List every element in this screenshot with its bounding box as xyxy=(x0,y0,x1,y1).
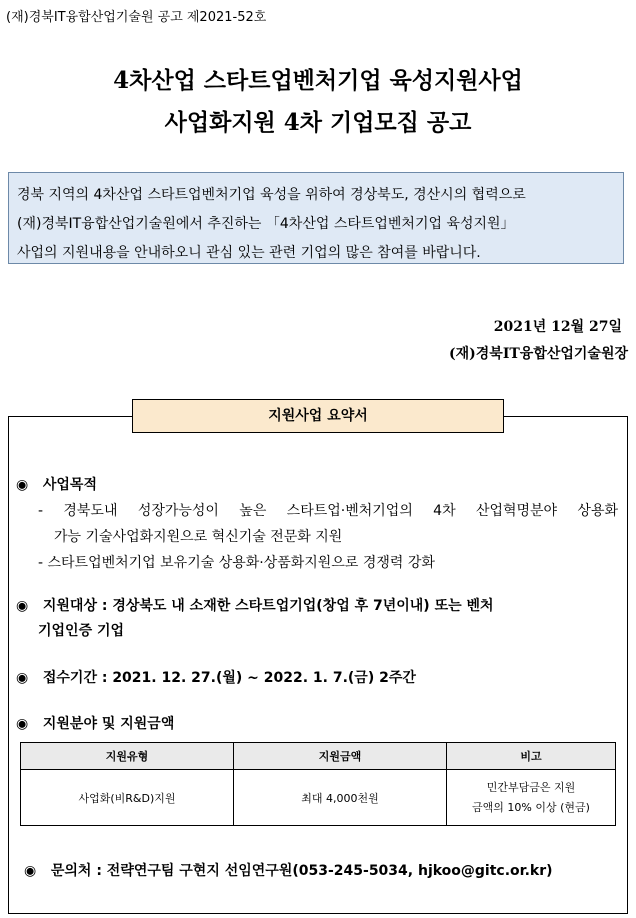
table-header: 비고 xyxy=(447,743,616,770)
notice-reference: (재)경북IT융합산업기술원 공고 제2021-52호 xyxy=(6,10,267,25)
target-line2: 기업인증 기업 xyxy=(38,623,125,639)
purpose-heading xyxy=(16,474,97,494)
purpose-item-1-line1: - 경북도내 성장가능성이 높은 스타트업·벤처기업의 4차 산업혁명분야 상용화 xyxy=(38,503,618,519)
summary-box xyxy=(8,416,628,914)
purpose-item-1-line2: 가능 기술사업화지원으로 혁신기술 전문화 지원 xyxy=(54,529,343,545)
period-text: 접수기간 : 2021. 12. 27.(월) ~ 2022. 1. 7.(금) 2주간 xyxy=(42,670,416,686)
intro-box xyxy=(8,172,624,264)
field-heading xyxy=(16,713,174,733)
table-cell-amount: 최대 4,000천원 xyxy=(234,770,447,826)
purpose-item-2: - 스타트업벤처기업 보유기술 상용화·상품화지원으로 경쟁력 강화 xyxy=(38,555,435,571)
period-line xyxy=(16,667,416,687)
target-text: 지원대상 : 경상북도 내 소재한 스타트업기업(창업 후 7년이내) 또는 벤처 xyxy=(42,598,494,614)
target-line1 xyxy=(16,595,494,615)
contact-line xyxy=(24,860,553,880)
table-cell-type: 사업화(비R&D)지원 xyxy=(21,770,234,826)
bullet-icon: ◉ xyxy=(16,598,29,614)
table-header: 지원금액 xyxy=(234,743,447,770)
table-cell-note xyxy=(447,770,616,826)
table-row xyxy=(21,770,616,826)
contact-text: 문의처 : 전략연구팀 구현지 선임연구원(053-245-5034, hjkoo@gitc.or.kr) xyxy=(50,863,553,879)
note-line2: 금액의 10% 이상 (현금) xyxy=(472,800,590,814)
bullet-icon: ◉ xyxy=(24,863,37,879)
page-title-line1: 4차산업 스타트업벤처기업 육성지원사업 xyxy=(113,67,523,94)
intro-line: 사업의 지원내용을 안내하오니 관심 있는 관련 기업의 많은 참여를 바랍니다. xyxy=(17,245,481,261)
intro-line: (재)경북IT융합산업기술원에서 추진하는 「4차산업 스타트업벤처기업 육성지원」 xyxy=(17,216,515,232)
purpose-heading-text: 사업목적 xyxy=(42,477,97,493)
intro-line: 경북 지역의 4차산업 스타트업벤처기업 육성을 위하여 경상북도, 경산시의 협력으로 xyxy=(17,187,526,203)
bullet-icon: ◉ xyxy=(16,477,29,493)
summary-title: 지원사업 요약서 xyxy=(132,399,504,433)
page-title-line2: 사업화지원 4차 기업모집 공고 xyxy=(164,109,472,136)
table-header-row xyxy=(21,743,616,770)
bullet-icon: ◉ xyxy=(16,716,29,732)
table-header: 지원유형 xyxy=(21,743,234,770)
bullet-icon: ◉ xyxy=(16,670,29,686)
support-table xyxy=(20,742,616,826)
field-heading-text: 지원분야 및 지원금액 xyxy=(42,716,175,732)
notice-date: 2021년 12월 27일 xyxy=(493,319,622,335)
note-line1: 민간부담금은 지원 xyxy=(486,780,576,794)
issuing-organization: (재)경북IT융합산업기술원장 xyxy=(449,346,628,362)
